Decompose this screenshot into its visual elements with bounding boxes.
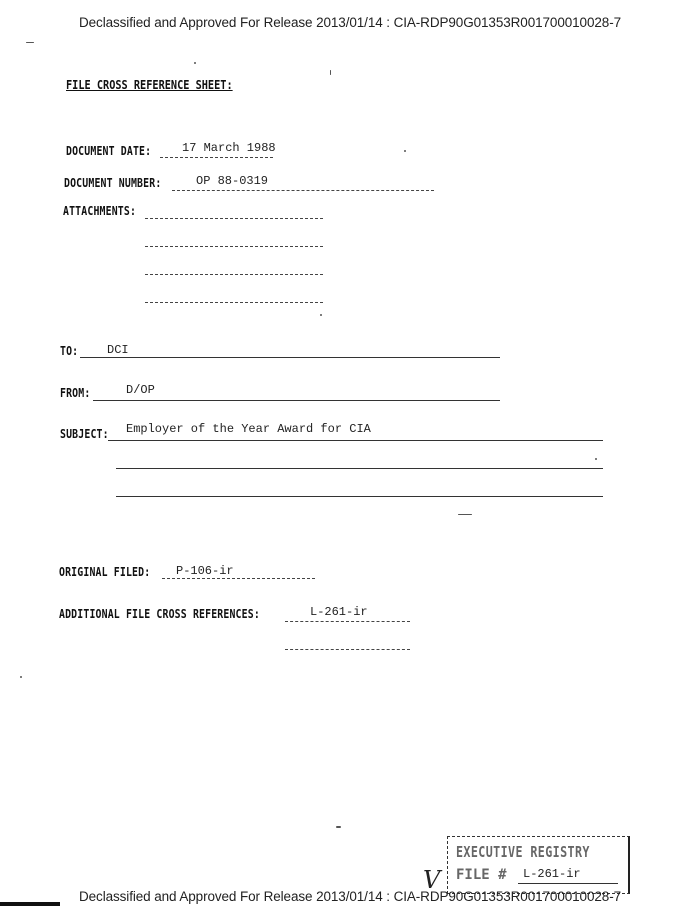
attachment-line-3	[145, 274, 323, 275]
to-value: DCI	[107, 343, 129, 357]
subject-line-1	[108, 440, 603, 441]
stamp-file-value: L-261-ir	[523, 867, 581, 881]
document-date-value: 17 March 1988	[182, 141, 276, 155]
document-date-label: DOCUMENT DATE:	[66, 144, 152, 158]
to-label: TO:	[60, 344, 79, 358]
executive-registry-stamp	[447, 836, 630, 894]
scan-speck	[194, 62, 196, 64]
to-line	[80, 357, 500, 358]
from-value: D/OP	[126, 383, 155, 397]
original-filed-label: ORIGINAL FILED:	[59, 565, 151, 579]
stamp-file-line	[518, 883, 618, 884]
declassification-banner-top: Declassified and Approved For Release 2013/01/14 : CIA-RDP90G01353R001700010028-7	[78, 15, 621, 30]
subject-label: SUBJECT:	[60, 427, 109, 441]
additional-refs-label: ADDITIONAL FILE CROSS REFERENCES:	[59, 607, 260, 621]
original-filed-line	[162, 578, 315, 579]
additional-refs-value: L-261-ir	[310, 605, 368, 619]
original-filed-value: P-106-ir	[176, 564, 234, 578]
scan-speck	[320, 314, 322, 316]
subject-line-2	[116, 468, 603, 469]
scan-speck	[330, 70, 331, 75]
handwritten-checkmark: V	[423, 866, 441, 894]
attachment-line-1	[145, 218, 323, 219]
from-label: FROM:	[60, 386, 91, 400]
scan-speck	[458, 514, 472, 515]
scan-speck	[20, 676, 22, 678]
scan-speck	[404, 150, 406, 152]
document-date-line	[160, 157, 273, 158]
scan-speck	[336, 826, 341, 828]
document-number-line	[172, 190, 434, 191]
document-number-label: DOCUMENT NUMBER:	[64, 176, 162, 190]
declassification-banner-bottom: Declassified and Approved For Release 2013/01/14 : CIA-RDP90G01353R001700010028-7	[78, 889, 621, 904]
subject-line-3	[116, 496, 603, 497]
attachments-label: ATTACHMENTS:	[63, 204, 137, 218]
additional-refs-line-2	[285, 649, 410, 650]
form-title: FILE CROSS REFERENCE SHEET:	[66, 77, 233, 92]
scan-speck	[595, 458, 597, 460]
document-number-value: OP 88-0319	[196, 174, 269, 188]
stamp-heading: EXECUTIVE REGISTRY	[456, 843, 590, 861]
additional-refs-line-1	[285, 621, 410, 622]
scan-speck	[26, 42, 34, 43]
attachment-line-4	[145, 302, 323, 303]
stamp-file-label: FILE #	[456, 867, 507, 883]
from-line	[93, 400, 500, 401]
attachment-line-2	[145, 246, 323, 247]
subject-value: Employer of the Year Award for CIA	[126, 422, 371, 436]
